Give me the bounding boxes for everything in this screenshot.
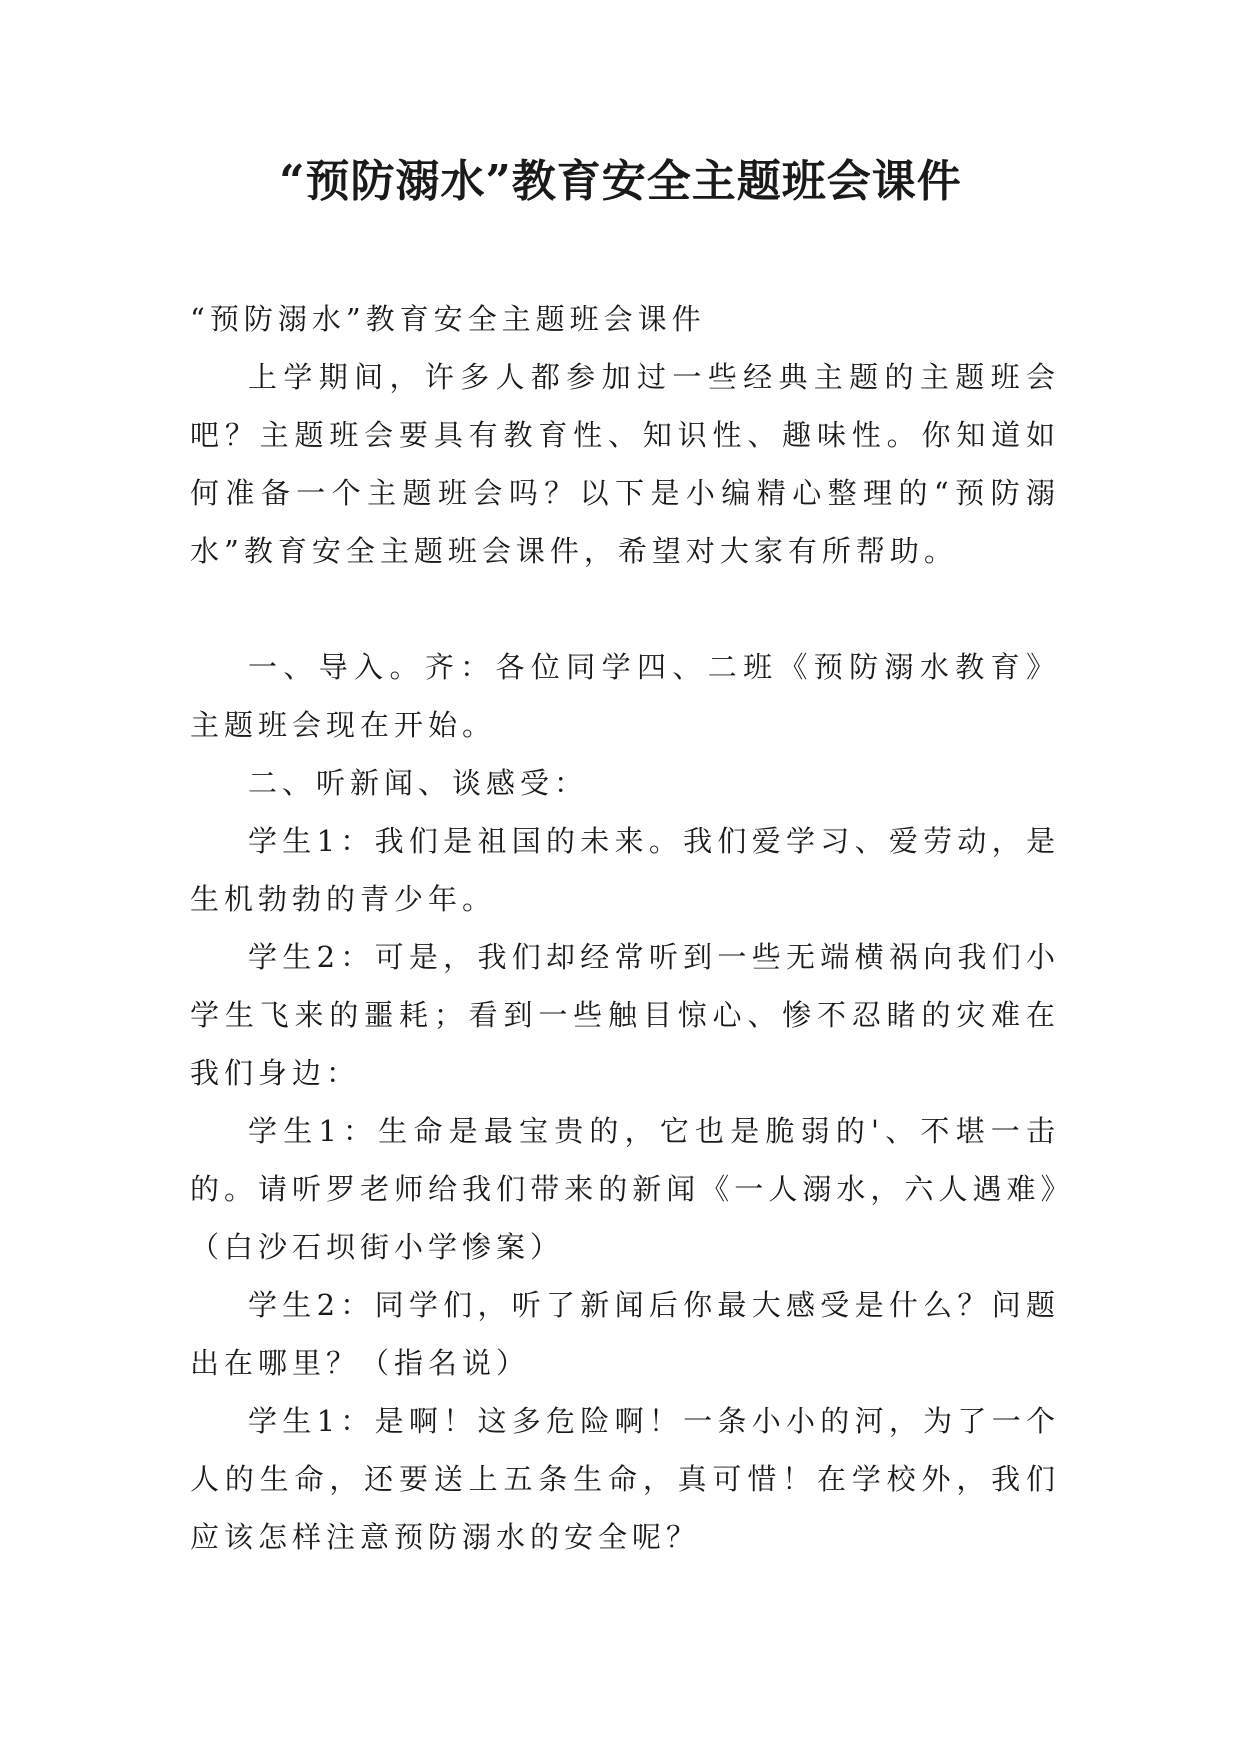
- document-title: “预防溺水”教育安全主题班会课件: [279, 156, 962, 207]
- paragraph-student2-a: 学生2：可是，我们却经常听到一些无端横祸向我们小学生飞来的噩耗；看到一些触目惊心、惨不忍睹的灾难在我们身边：: [190, 940, 1060, 1090]
- paragraph-gap: [190, 580, 1060, 638]
- paragraph-intro-section: 一、导入。齐：各位同学四、二班《预防溺水教育》主题班会现在开始。: [190, 650, 1060, 742]
- document-body: [190, 290, 1060, 1566]
- paragraph-news-heading: 二、听新闻、谈感受：: [248, 766, 589, 800]
- paragraph-student1-b: 学生1：生命是最宝贵的，它也是脆弱的'、不堪一击的。请听罗老师给我们带来的新闻《一人溺水，六人遇难》（白沙石坝街小学惨案）: [190, 1114, 1060, 1264]
- document-subtitle: “预防溺水”教育安全主题班会课件: [190, 302, 706, 336]
- paragraph-student1-a: 学生1：我们是祖国的未来。我们爱学习、爱劳动，是生机勃勃的青少年。: [190, 824, 1060, 916]
- intro-paragraph: 上学期间，许多人都参加过一些经典主题的主题班会吧？主题班会要具有教育性、知识性、趣味性。你知道如何准备一个主题班会吗？以下是小编精心整理的“预防溺水”教育安全主题班会课件，希望对大家有所帮助。: [190, 360, 1060, 568]
- paragraph-student1-c: 学生1：是啊！这多危险啊！一条小小的河，为了一个人的生命，还要送上五条生命，真可惜！在学校外，我们应该怎样注意预防溺水的安全呢？: [190, 1404, 1060, 1554]
- paragraph-student2-b: 学生2：同学们，听了新闻后你最大感受是什么？问题出在哪里？（指名说）: [190, 1288, 1060, 1380]
